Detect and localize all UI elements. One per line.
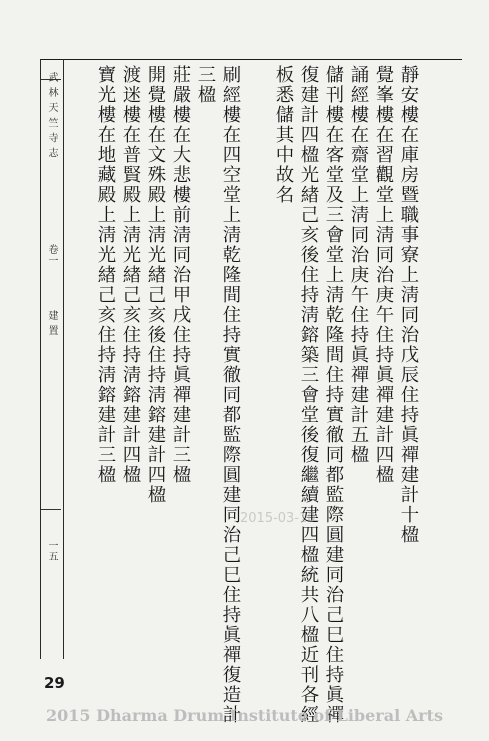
margin-section: 建 置 (46, 310, 57, 337)
top-border-rule (40, 59, 462, 60)
text-column-9: 莊嚴樓在大悲樓前淸同治甲戌住持眞禪建計三楹 (170, 65, 191, 485)
text-column-10: 開覺樓在文殊殿上淸光緖己亥後住持淸鎔建計四楹 (145, 65, 166, 505)
margin-folio: 一五 (46, 540, 57, 562)
text-column-7: 刷經樓在四空堂上淸乾隆間住持實徹同都監際圓建同治己巳住持眞禪復造計 (220, 65, 241, 725)
text-column-2: 覺峯樓在習觀堂上淸同治庚午住持眞禪建計四楹 (373, 65, 394, 485)
margin-book-title: 武 林 天 竺 寺 志 (46, 72, 57, 159)
text-column-12: 寶光樓在地藏殿上淸光緖己亥住持淸鎔建計三楹 (95, 65, 116, 485)
margin-volume: 卷一 (46, 244, 57, 266)
page-number: 29 (44, 674, 65, 692)
text-column-1: 靜安樓在庫房暨職事寮上淸同治戊辰住持眞禪建計十楹 (398, 65, 419, 545)
text-column-4: 儲刊樓在客堂及三會堂上淸乾隆間住持實徹同都監際圓建同治己巳住持眞禪 (323, 65, 344, 725)
text-column-6: 板悉儲其中故名 (273, 65, 294, 205)
text-column-5: 復建計四楹光緖己亥後住持淸鎔築三會堂後復繼續建四楹統共八楹近刊各經 (298, 65, 319, 725)
text-column-11: 渡迷樓在普賢殿上淸光緖己亥住持淸鎔建計四楹 (120, 65, 141, 485)
text-column-8: 三楹 (195, 65, 216, 105)
date-watermark: 2015-03-10 (240, 511, 316, 526)
footer-watermark: 2015 Dharma Drum Institute of Liberal Arts (46, 706, 443, 725)
text-column-3: 誦經樓在齋堂上淸同治庚午住持眞禪建計五楹 (348, 65, 369, 465)
margin-fishtail-bottom (41, 509, 61, 510)
